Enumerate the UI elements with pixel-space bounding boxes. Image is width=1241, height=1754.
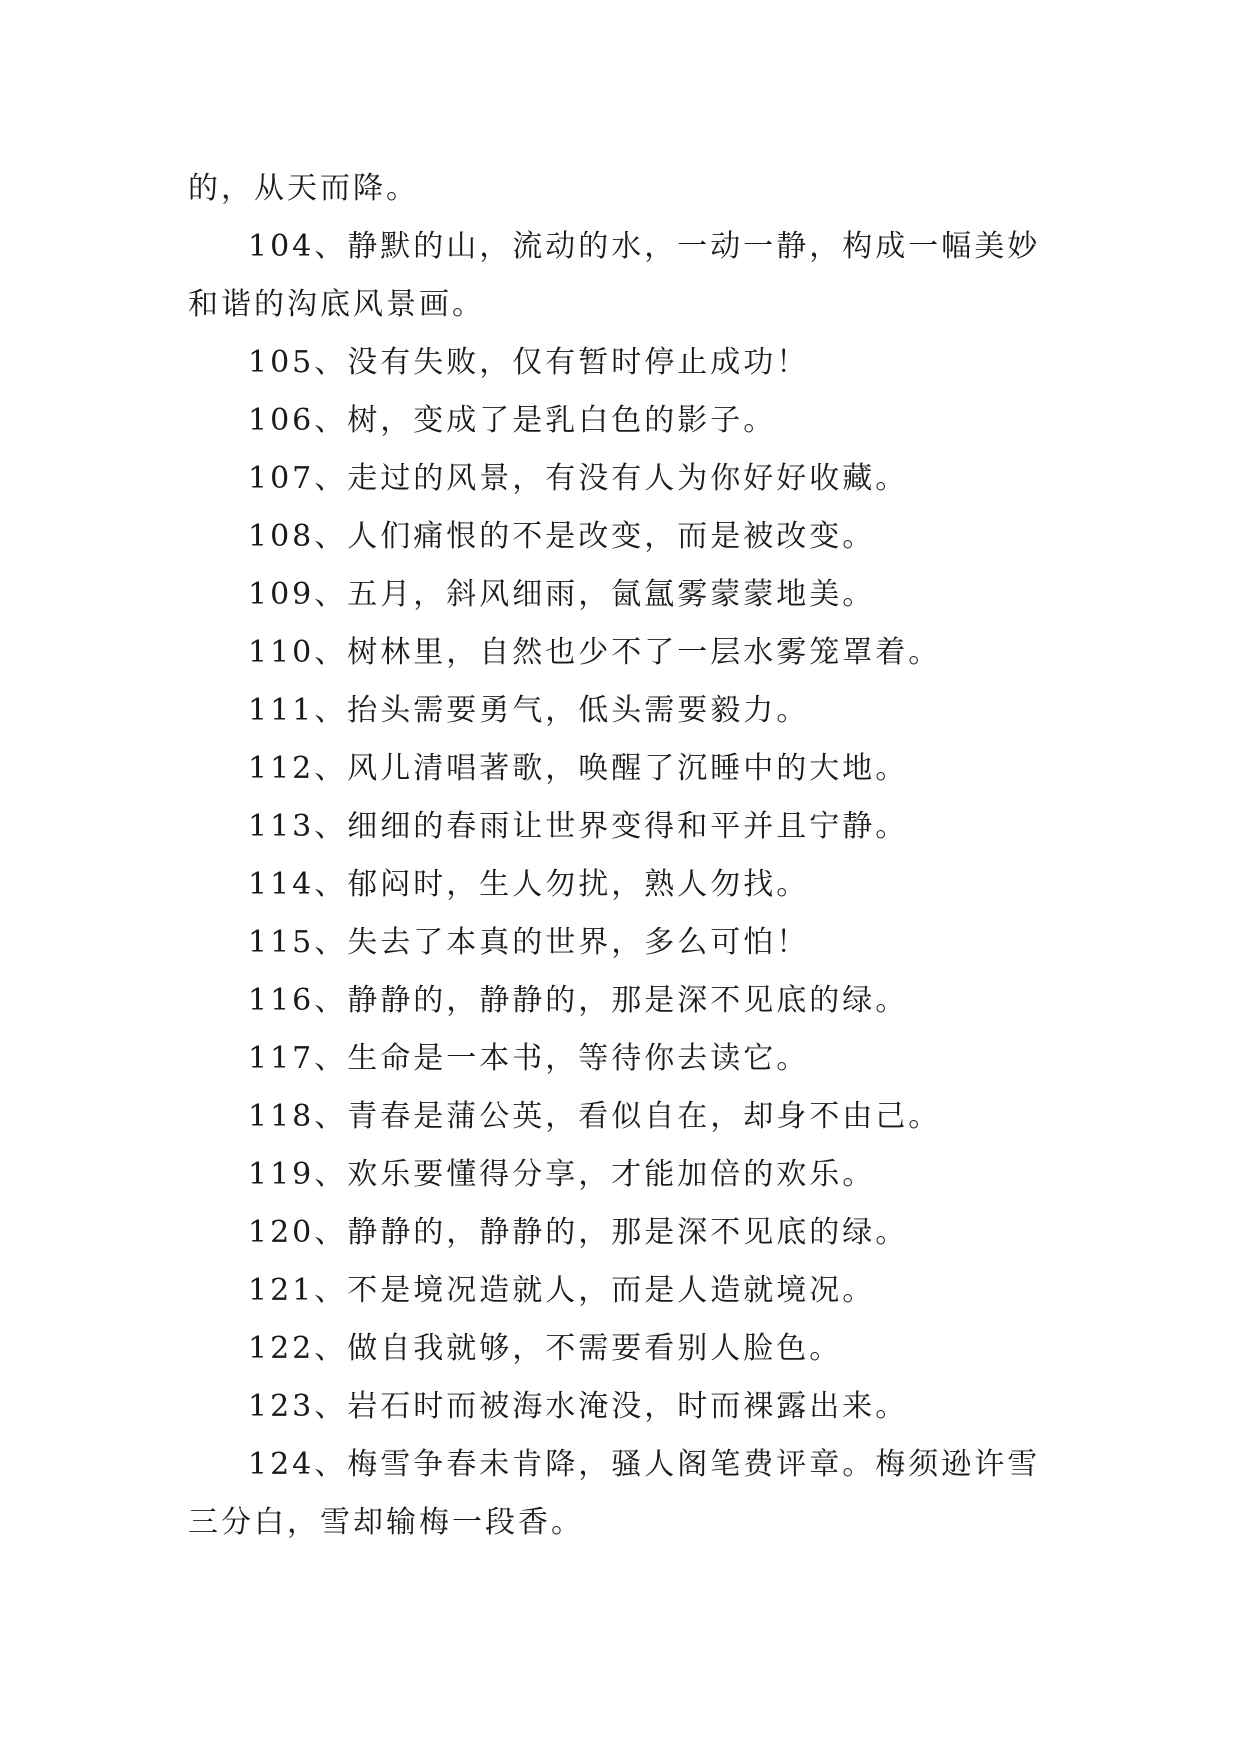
paragraph: 104、静默的山，流动的水，一动一静，构成一幅美妙和谐的沟底风景画。 <box>188 229 1041 322</box>
paragraph: 116、静静的，静静的，那是深不见底的绿。 <box>248 983 909 1018</box>
paragraph: 107、走过的风景，有没有人为你好好收藏。 <box>248 461 909 496</box>
paragraph: 119、欢乐要懂得分享，才能加倍的欢乐。 <box>248 1157 876 1192</box>
paragraph: 124、梅雪争春未肯降，骚人阁笔费评章。梅须逊许雪三分白，雪却输梅一段香。 <box>188 1447 1041 1540</box>
paragraph: 113、细细的春雨让世界变得和平并且宁静。 <box>248 809 909 844</box>
paragraph: 的，从天而降。 <box>188 171 419 206</box>
paragraph: 115、失去了本真的世界，多么可怕！ <box>248 925 810 960</box>
paragraph: 118、青春是蒲公英，看似自在，却身不由己。 <box>248 1099 942 1134</box>
paragraph: 111、抬头需要勇气，低头需要毅力。 <box>248 693 810 728</box>
paragraph: 117、生命是一本书，等待你去读它。 <box>248 1041 810 1076</box>
paragraph: 112、风儿清唱著歌，唤醒了沉睡中的大地。 <box>248 751 909 786</box>
paragraph: 109、五月，斜风细雨，氤氲雾蒙蒙地美。 <box>248 577 876 612</box>
paragraph: 108、人们痛恨的不是改变，而是被改变。 <box>248 519 876 554</box>
paragraph: 114、郁闷时，生人勿扰，熟人勿找。 <box>248 867 810 902</box>
paragraph: 106、树，变成了是乳白色的影子。 <box>248 403 777 438</box>
paragraph: 105、没有失败，仅有暂时停止成功！ <box>248 345 810 380</box>
paragraph: 121、不是境况造就人，而是人造就境况。 <box>248 1273 876 1308</box>
paragraph: 110、树林里，自然也少不了一层水雾笼罩着。 <box>248 635 942 670</box>
paragraph: 120、静静的，静静的，那是深不见底的绿。 <box>248 1215 909 1250</box>
paragraph: 123、岩石时而被海水淹没，时而裸露出来。 <box>248 1389 909 1424</box>
document-body <box>188 160 1068 1552</box>
paragraph: 122、做自我就够，不需要看别人脸色。 <box>248 1331 843 1366</box>
